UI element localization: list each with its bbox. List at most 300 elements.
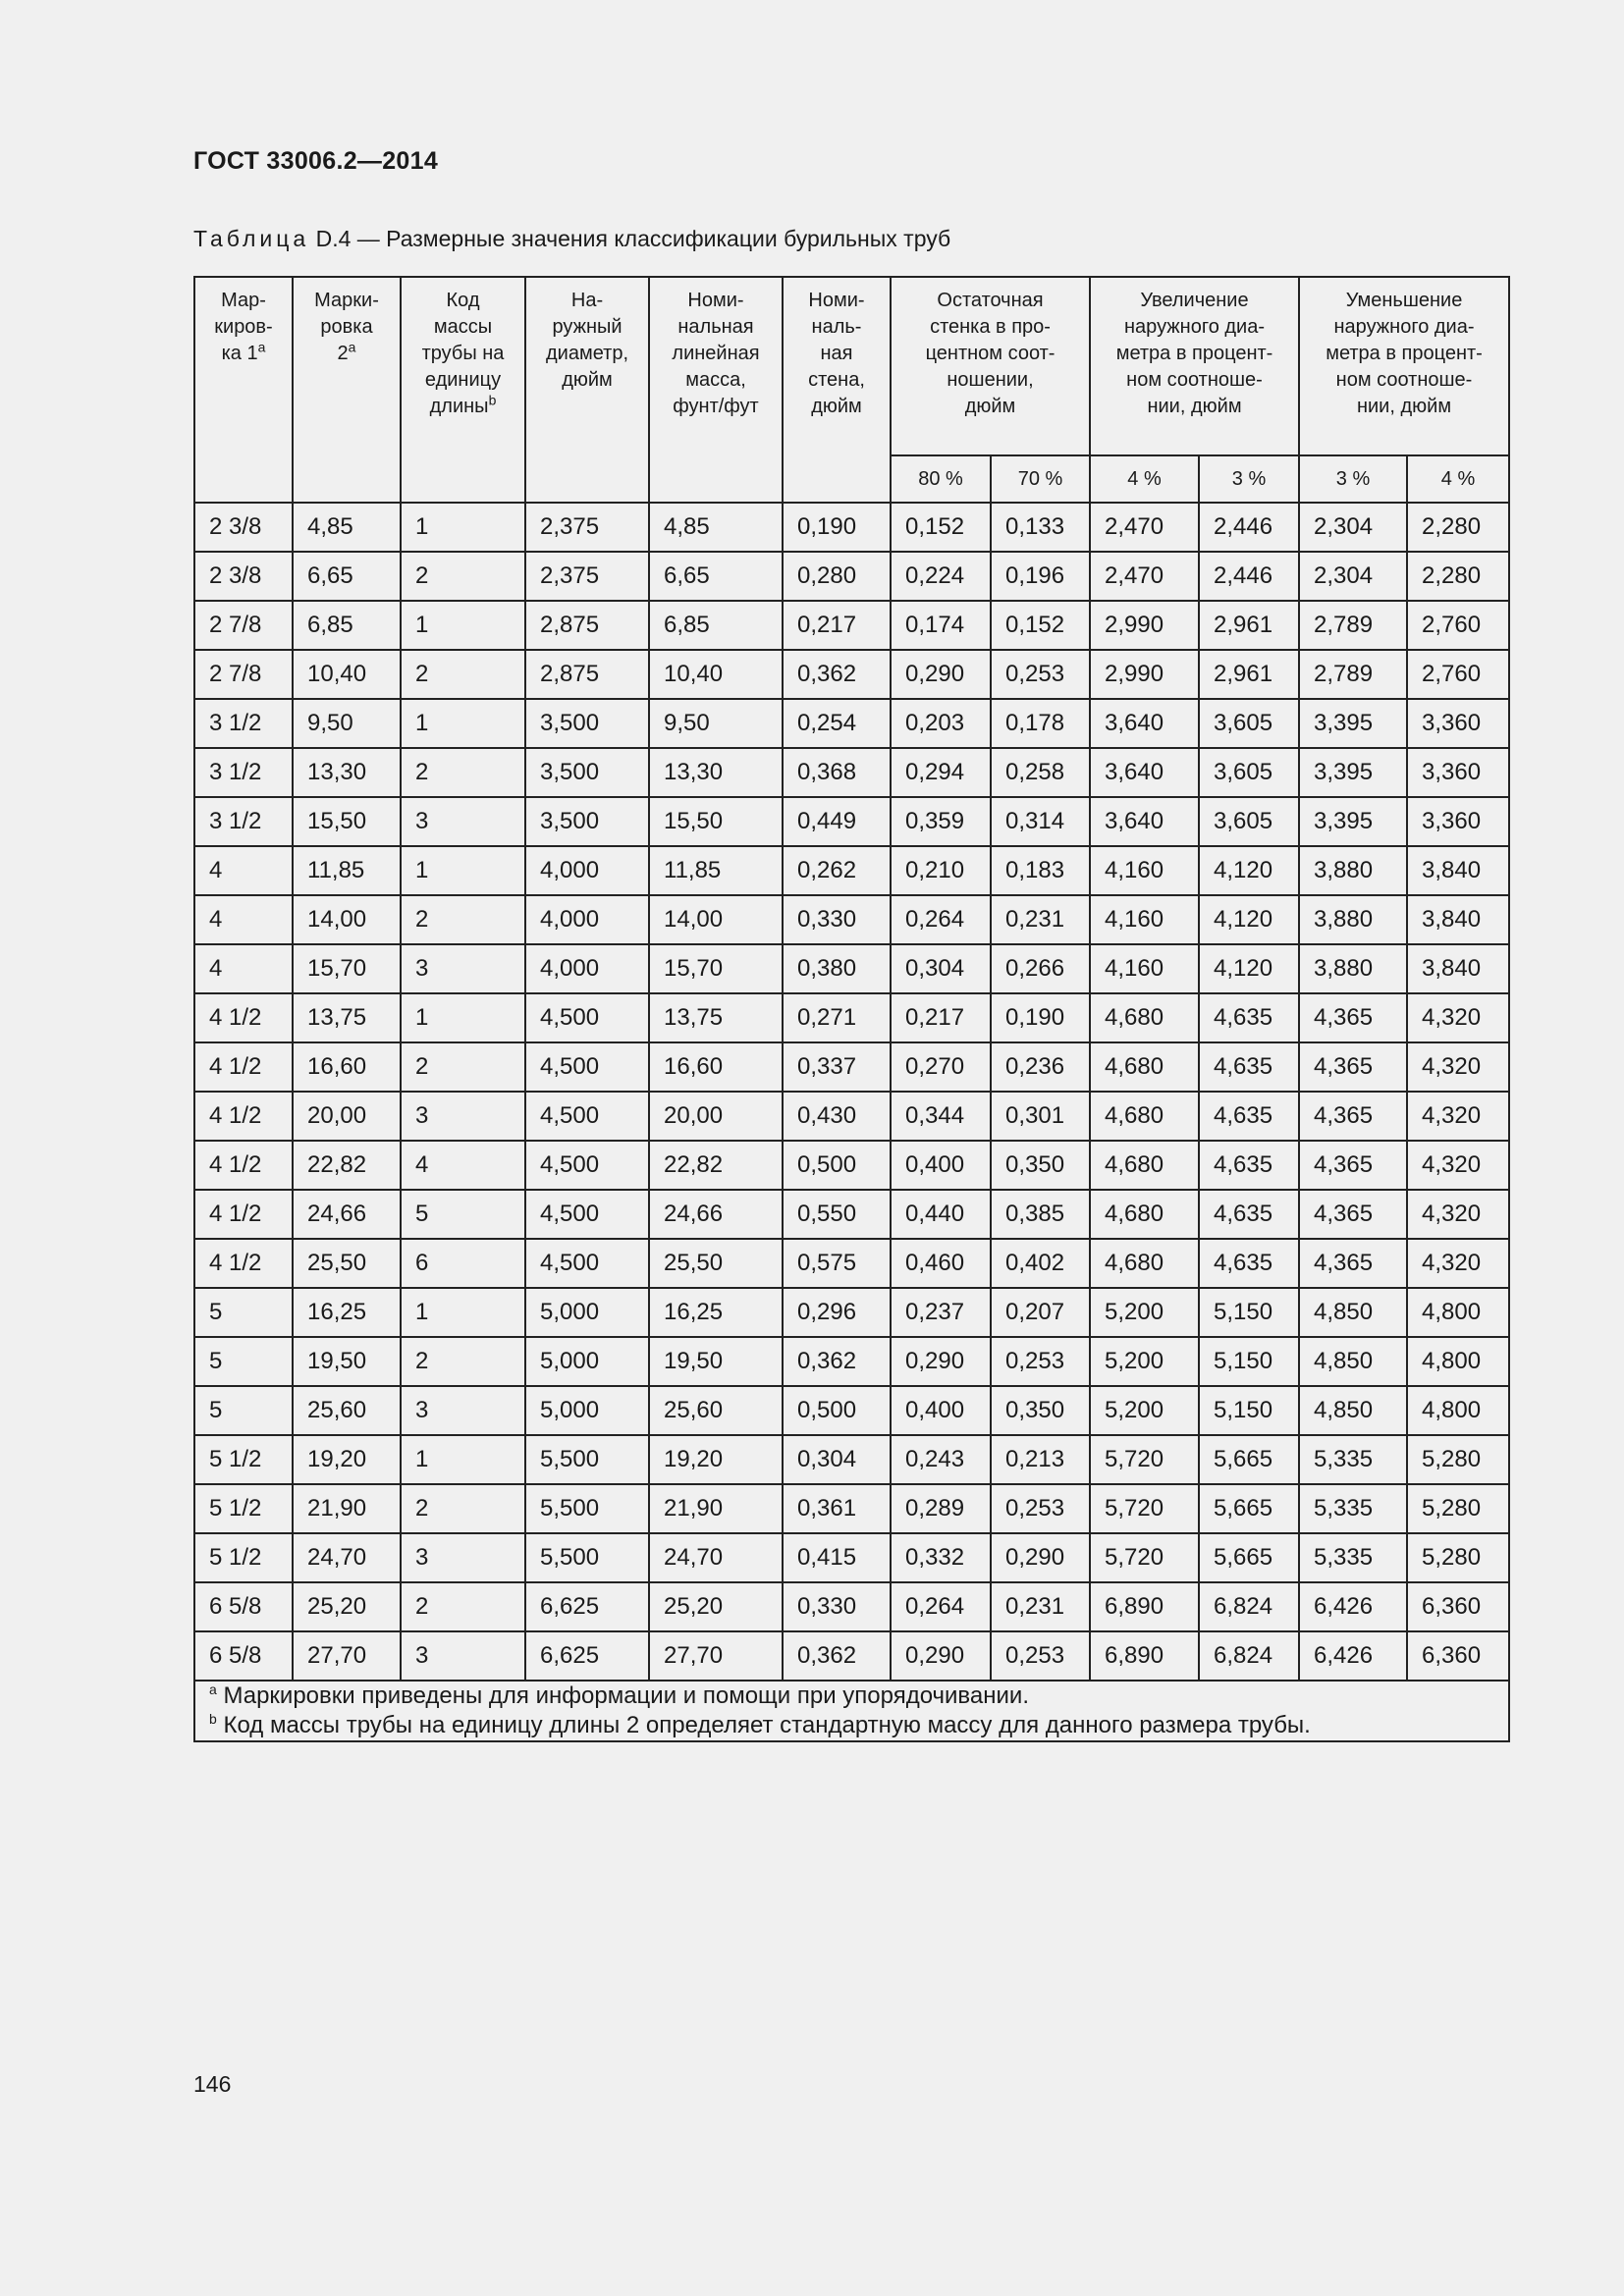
table-cell: 4,85 xyxy=(649,503,783,552)
table-cell: 6,85 xyxy=(293,601,401,650)
table-cell: 16,60 xyxy=(649,1042,783,1092)
table-cell: 3 xyxy=(401,1533,525,1582)
table-cell: 2,280 xyxy=(1407,552,1509,601)
table-cell: 5,280 xyxy=(1407,1484,1509,1533)
table-cell: 4,160 xyxy=(1090,846,1199,895)
footnote-a-ref: a xyxy=(257,339,266,355)
table-cell: 1 xyxy=(401,846,525,895)
table-cell: 16,25 xyxy=(293,1288,401,1337)
table-cell: 5,720 xyxy=(1090,1533,1199,1582)
table-cell: 4,500 xyxy=(525,1190,649,1239)
table-cell: 2,304 xyxy=(1299,552,1407,601)
table-cell: 4,365 xyxy=(1299,1190,1407,1239)
sub-header: 70 % xyxy=(991,455,1090,503)
table-row xyxy=(194,846,1509,895)
table-cell: 20,00 xyxy=(649,1092,783,1141)
table-cell: 5,335 xyxy=(1299,1435,1407,1484)
table-cell: 0,231 xyxy=(991,895,1090,944)
table-cell: 16,25 xyxy=(649,1288,783,1337)
table-cell: 0,296 xyxy=(783,1288,891,1337)
table-row xyxy=(194,1582,1509,1631)
table-cell: 1 xyxy=(401,601,525,650)
table-cell: 5 xyxy=(194,1288,293,1337)
footnote-a-ref: a xyxy=(348,339,356,355)
group-header-remaining-wall: Остаточная стенка в про- центном соот- ношении, дюйм xyxy=(891,277,1090,455)
table-cell: 0,550 xyxy=(783,1190,891,1239)
table-cell: 0,350 xyxy=(991,1141,1090,1190)
table-cell: 0,314 xyxy=(991,797,1090,846)
table-cell: 21,90 xyxy=(649,1484,783,1533)
table-cell: 6,360 xyxy=(1407,1582,1509,1631)
table-cell: 4,800 xyxy=(1407,1288,1509,1337)
table-cell: 4,635 xyxy=(1199,1141,1299,1190)
table-cell: 4,365 xyxy=(1299,1141,1407,1190)
table-cell: 14,00 xyxy=(649,895,783,944)
table-cell: 15,70 xyxy=(649,944,783,993)
table-cell: 3,500 xyxy=(525,797,649,846)
table-cell: 4 xyxy=(194,846,293,895)
table-row xyxy=(194,1631,1509,1681)
table-cell: 2 7/8 xyxy=(194,601,293,650)
table-cell: 0,190 xyxy=(783,503,891,552)
table-cell: 16,60 xyxy=(293,1042,401,1092)
table-cell: 0,304 xyxy=(783,1435,891,1484)
table-cell: 0,271 xyxy=(783,993,891,1042)
table-cell: 4,320 xyxy=(1407,1092,1509,1141)
table-cell: 5,150 xyxy=(1199,1288,1299,1337)
footnote-mark: b xyxy=(209,1711,217,1727)
table-row xyxy=(194,699,1509,748)
table-cell: 25,20 xyxy=(293,1582,401,1631)
table-cell: 4,365 xyxy=(1299,1042,1407,1092)
table-cell: 4,500 xyxy=(525,1239,649,1288)
group-header-od-increase: Увеличение наружного диа- метра в процент- ном соотноше- нии, дюйм xyxy=(1090,277,1299,455)
table-row xyxy=(194,1533,1509,1582)
table-cell: 2 xyxy=(401,650,525,699)
table-cell: 4 1/2 xyxy=(194,1239,293,1288)
table-cell: 24,66 xyxy=(649,1190,783,1239)
table-cell: 5,665 xyxy=(1199,1435,1299,1484)
table-cell: 0,460 xyxy=(891,1239,991,1288)
table-cell: 4,680 xyxy=(1090,1092,1199,1141)
table-cell: 4,365 xyxy=(1299,1239,1407,1288)
table-cell: 0,294 xyxy=(891,748,991,797)
table-cell: 4,500 xyxy=(525,993,649,1042)
table-cell: 3,640 xyxy=(1090,699,1199,748)
table-cell: 0,380 xyxy=(783,944,891,993)
footnote-a xyxy=(209,1682,1508,1711)
sub-header: 80 % xyxy=(891,455,991,503)
table-cell: 0,178 xyxy=(991,699,1090,748)
table-cell: 2,961 xyxy=(1199,601,1299,650)
table-cell: 4,85 xyxy=(293,503,401,552)
table-cell: 4,320 xyxy=(1407,993,1509,1042)
col-header-marking-2 xyxy=(293,277,401,503)
footnote-b xyxy=(209,1711,1508,1740)
table-cell: 5,280 xyxy=(1407,1435,1509,1484)
table-cell: 2,875 xyxy=(525,650,649,699)
table-cell: 2 xyxy=(401,1337,525,1386)
table-cell: 4,320 xyxy=(1407,1239,1509,1288)
table-cell: 0,385 xyxy=(991,1190,1090,1239)
table-cell: 11,85 xyxy=(649,846,783,895)
table-cell: 6,824 xyxy=(1199,1631,1299,1681)
table-cell: 13,30 xyxy=(293,748,401,797)
col-header-marking-1 xyxy=(194,277,293,503)
table-cell: 5,000 xyxy=(525,1386,649,1435)
table-cell: 4 1/2 xyxy=(194,1190,293,1239)
col-header-text: Мар- киров- ка 1 xyxy=(214,290,273,364)
table-cell: 15,50 xyxy=(649,797,783,846)
table-cell: 3,395 xyxy=(1299,748,1407,797)
table-row xyxy=(194,1386,1509,1435)
table-cell: 5,200 xyxy=(1090,1386,1199,1435)
table-cell: 0,174 xyxy=(891,601,991,650)
table-row xyxy=(194,1092,1509,1141)
table-cell: 5,000 xyxy=(525,1337,649,1386)
table-cell: 1 xyxy=(401,699,525,748)
table-cell: 0,243 xyxy=(891,1435,991,1484)
table-cell: 19,20 xyxy=(649,1435,783,1484)
table-row xyxy=(194,944,1509,993)
table-cell: 0,330 xyxy=(783,895,891,944)
table-cell: 1 xyxy=(401,993,525,1042)
table-cell: 3,500 xyxy=(525,699,649,748)
table-cell: 1 xyxy=(401,503,525,552)
table-cell: 0,449 xyxy=(783,797,891,846)
table-cell: 0,253 xyxy=(991,1631,1090,1681)
table-cell: 2,875 xyxy=(525,601,649,650)
table-cell: 5 xyxy=(401,1190,525,1239)
table-caption xyxy=(193,226,950,252)
table-cell: 4,120 xyxy=(1199,846,1299,895)
table-cell: 4 1/2 xyxy=(194,1042,293,1092)
table-cell: 4,365 xyxy=(1299,1092,1407,1141)
table-cell: 0,237 xyxy=(891,1288,991,1337)
table-cell: 5,200 xyxy=(1090,1288,1199,1337)
table-cell: 2 xyxy=(401,895,525,944)
table-cell: 5 1/2 xyxy=(194,1484,293,1533)
table-cell: 14,00 xyxy=(293,895,401,944)
table-cell: 0,332 xyxy=(891,1533,991,1582)
table-cell: 22,82 xyxy=(649,1141,783,1190)
table-cell: 5,280 xyxy=(1407,1533,1509,1582)
col-header-text: Код массы трубы на единицу длины xyxy=(421,290,505,417)
table-cell: 4,000 xyxy=(525,895,649,944)
document-header: ГОСТ 33006.2—2014 xyxy=(193,147,439,175)
table-cell: 6,360 xyxy=(1407,1631,1509,1681)
table-cell: 4,800 xyxy=(1407,1386,1509,1435)
table-cell: 27,70 xyxy=(293,1631,401,1681)
table-row xyxy=(194,503,1509,552)
table-cell: 4 xyxy=(194,895,293,944)
table-cell: 0,368 xyxy=(783,748,891,797)
table-cell: 6,65 xyxy=(293,552,401,601)
table-cell: 0,337 xyxy=(783,1042,891,1092)
table-row xyxy=(194,1435,1509,1484)
table-cell: 25,60 xyxy=(293,1386,401,1435)
table-cell: 2,446 xyxy=(1199,552,1299,601)
table-cell: 0,301 xyxy=(991,1092,1090,1141)
table-cell: 4,000 xyxy=(525,944,649,993)
table-cell: 0,575 xyxy=(783,1239,891,1288)
table-cell: 4,365 xyxy=(1299,993,1407,1042)
table-cell: 2,375 xyxy=(525,503,649,552)
table-cell: 0,262 xyxy=(783,846,891,895)
table-cell: 2 xyxy=(401,1484,525,1533)
table-cell: 4,320 xyxy=(1407,1042,1509,1092)
table-cell: 4 1/2 xyxy=(194,1141,293,1190)
caption-label: Таблица xyxy=(193,226,310,251)
sub-header: 4 % xyxy=(1090,455,1199,503)
table-cell: 0,400 xyxy=(891,1386,991,1435)
table-cell: 4,320 xyxy=(1407,1141,1509,1190)
sub-header: 4 % xyxy=(1407,455,1509,503)
table-cell: 4 1/2 xyxy=(194,993,293,1042)
table-cell: 6 5/8 xyxy=(194,1582,293,1631)
table-cell: 4 xyxy=(401,1141,525,1190)
table-cell: 13,75 xyxy=(293,993,401,1042)
table-cell: 5,500 xyxy=(525,1435,649,1484)
table-cell: 5,665 xyxy=(1199,1533,1299,1582)
table-cell: 0,500 xyxy=(783,1386,891,1435)
table-cell: 25,60 xyxy=(649,1386,783,1435)
table-cell: 0,280 xyxy=(783,552,891,601)
table-cell: 4,635 xyxy=(1199,1190,1299,1239)
table-cell: 0,344 xyxy=(891,1092,991,1141)
table-cell: 0,196 xyxy=(991,552,1090,601)
table-cell: 6,85 xyxy=(649,601,783,650)
table-cell: 0,290 xyxy=(891,1631,991,1681)
col-header-weight-code xyxy=(401,277,525,503)
table-cell: 4,635 xyxy=(1199,1042,1299,1092)
page-number: 146 xyxy=(193,2071,232,2097)
caption-title: — Размерные значения классификации бурильных труб xyxy=(356,226,951,251)
table-cell: 0,253 xyxy=(991,650,1090,699)
table-cell: 4,800 xyxy=(1407,1337,1509,1386)
table-cell: 4,850 xyxy=(1299,1288,1407,1337)
sub-header: 3 % xyxy=(1299,455,1407,503)
table-cell: 0,236 xyxy=(991,1042,1090,1092)
table-cell: 0,231 xyxy=(991,1582,1090,1631)
table-cell: 3,605 xyxy=(1199,797,1299,846)
table-cell: 22,82 xyxy=(293,1141,401,1190)
sub-header: 3 % xyxy=(1199,455,1299,503)
table-cell: 2 xyxy=(401,552,525,601)
table-cell: 4,000 xyxy=(525,846,649,895)
table-cell: 2,470 xyxy=(1090,503,1199,552)
table-cell: 9,50 xyxy=(293,699,401,748)
table-cell: 1 xyxy=(401,1288,525,1337)
table-row xyxy=(194,1141,1509,1190)
table-cell: 0,258 xyxy=(991,748,1090,797)
table-cell: 4,500 xyxy=(525,1092,649,1141)
table-cell: 13,75 xyxy=(649,993,783,1042)
table-cell: 15,70 xyxy=(293,944,401,993)
table-cell: 2,375 xyxy=(525,552,649,601)
table-cell: 0,183 xyxy=(991,846,1090,895)
table-cell: 3 xyxy=(401,1092,525,1141)
table-cell: 2,760 xyxy=(1407,601,1509,650)
table-cell: 3,360 xyxy=(1407,699,1509,748)
table-cell: 19,20 xyxy=(293,1435,401,1484)
table-cell: 0,362 xyxy=(783,1337,891,1386)
table-cell: 2 xyxy=(401,748,525,797)
table-cell: 20,00 xyxy=(293,1092,401,1141)
table-cell: 6,890 xyxy=(1090,1631,1199,1681)
footnote-text: Маркировки приведены для информации и помощи при упорядочивании. xyxy=(216,1682,1029,1709)
table-cell: 0,350 xyxy=(991,1386,1090,1435)
table-cell: 6,824 xyxy=(1199,1582,1299,1631)
table-cell: 10,40 xyxy=(293,650,401,699)
table-row xyxy=(194,1239,1509,1288)
table-cell: 2 7/8 xyxy=(194,650,293,699)
table-cell: 5,150 xyxy=(1199,1337,1299,1386)
table-row xyxy=(194,552,1509,601)
table-cell: 5,150 xyxy=(1199,1386,1299,1435)
table-cell: 0,400 xyxy=(891,1141,991,1190)
table-cell: 19,50 xyxy=(293,1337,401,1386)
table-cell: 2,304 xyxy=(1299,503,1407,552)
table-cell: 0,217 xyxy=(783,601,891,650)
table-cell: 24,70 xyxy=(649,1533,783,1582)
table-cell: 5,200 xyxy=(1090,1337,1199,1386)
table-cell: 21,90 xyxy=(293,1484,401,1533)
table-footnotes xyxy=(194,1681,1509,1741)
table-cell: 2,789 xyxy=(1299,601,1407,650)
table-cell: 2 xyxy=(401,1582,525,1631)
table-cell: 3,395 xyxy=(1299,699,1407,748)
table-cell: 4,850 xyxy=(1299,1386,1407,1435)
col-header-nominal-wall: Номи- наль- ная стена, дюйм xyxy=(783,277,891,503)
footnote-text: Код массы трубы на единицу длины 2 определяет стандартную массу для данного размера трубы. xyxy=(216,1712,1311,1738)
table-cell: 2,280 xyxy=(1407,503,1509,552)
table-cell: 3,880 xyxy=(1299,895,1407,944)
table-cell: 5,000 xyxy=(525,1288,649,1337)
table-cell: 0,133 xyxy=(991,503,1090,552)
table-cell: 11,85 xyxy=(293,846,401,895)
table-cell: 25,50 xyxy=(293,1239,401,1288)
table-cell: 0,304 xyxy=(891,944,991,993)
table-cell: 3,640 xyxy=(1090,748,1199,797)
table-cell: 3,840 xyxy=(1407,895,1509,944)
table-cell: 4,680 xyxy=(1090,1239,1199,1288)
table-cell: 5 1/2 xyxy=(194,1435,293,1484)
table-cell: 5,720 xyxy=(1090,1484,1199,1533)
table-cell: 0,362 xyxy=(783,650,891,699)
table-row xyxy=(194,748,1509,797)
table-cell: 6,426 xyxy=(1299,1582,1407,1631)
table-cell: 0,254 xyxy=(783,699,891,748)
table-cell: 3,360 xyxy=(1407,797,1509,846)
table-cell: 25,20 xyxy=(649,1582,783,1631)
table-cell: 4 xyxy=(194,944,293,993)
table-cell: 4,120 xyxy=(1199,895,1299,944)
table-cell: 4,680 xyxy=(1090,993,1199,1042)
table-cell: 0,203 xyxy=(891,699,991,748)
table-cell: 3,880 xyxy=(1299,846,1407,895)
table-cell: 6,625 xyxy=(525,1582,649,1631)
table-cell: 24,70 xyxy=(293,1533,401,1582)
table-cell: 13,30 xyxy=(649,748,783,797)
table-cell: 3 1/2 xyxy=(194,699,293,748)
table-cell: 0,430 xyxy=(783,1092,891,1141)
table-cell: 0,210 xyxy=(891,846,991,895)
table-cell: 10,40 xyxy=(649,650,783,699)
table-cell: 2,470 xyxy=(1090,552,1199,601)
table-cell: 2 xyxy=(401,1042,525,1092)
table-cell: 3,880 xyxy=(1299,944,1407,993)
footnote-b-ref: b xyxy=(488,392,497,408)
table-cell: 0,362 xyxy=(783,1631,891,1681)
table-cell: 3 xyxy=(401,944,525,993)
table-cell: 0,330 xyxy=(783,1582,891,1631)
table-cell: 2 3/8 xyxy=(194,503,293,552)
table-cell: 6,65 xyxy=(649,552,783,601)
table-cell: 3 xyxy=(401,1386,525,1435)
table-cell: 0,266 xyxy=(991,944,1090,993)
table-cell: 4 1/2 xyxy=(194,1092,293,1141)
table-cell: 0,270 xyxy=(891,1042,991,1092)
table-cell: 0,415 xyxy=(783,1533,891,1582)
table-cell: 2,961 xyxy=(1199,650,1299,699)
table-cell: 6,890 xyxy=(1090,1582,1199,1631)
table-cell: 5,335 xyxy=(1299,1484,1407,1533)
table-cell: 6 5/8 xyxy=(194,1631,293,1681)
table-cell: 24,66 xyxy=(293,1190,401,1239)
table-cell: 3,640 xyxy=(1090,797,1199,846)
table-cell: 5 1/2 xyxy=(194,1533,293,1582)
table-cell: 0,264 xyxy=(891,1582,991,1631)
table-row xyxy=(194,1042,1509,1092)
table-cell: 4,500 xyxy=(525,1141,649,1190)
table-cell: 5,500 xyxy=(525,1533,649,1582)
table-row xyxy=(194,601,1509,650)
table-cell: 5 xyxy=(194,1386,293,1435)
table-cell: 3,605 xyxy=(1199,699,1299,748)
table-cell: 6 xyxy=(401,1239,525,1288)
footnote-mark: a xyxy=(209,1682,217,1697)
table-cell: 5,500 xyxy=(525,1484,649,1533)
col-header-text: Марки- ровка 2 xyxy=(314,290,379,364)
table-cell: 4,120 xyxy=(1199,944,1299,993)
table-cell: 4,635 xyxy=(1199,1092,1299,1141)
table-cell: 3,605 xyxy=(1199,748,1299,797)
table-cell: 3 1/2 xyxy=(194,748,293,797)
table-row xyxy=(194,650,1509,699)
table-cell: 4,680 xyxy=(1090,1042,1199,1092)
table-cell: 1 xyxy=(401,1435,525,1484)
caption-number: D.4 xyxy=(315,226,352,251)
table-cell: 4,850 xyxy=(1299,1337,1407,1386)
table-cell: 0,500 xyxy=(783,1141,891,1190)
table-cell: 5 xyxy=(194,1337,293,1386)
table-cell: 0,217 xyxy=(891,993,991,1042)
table-cell: 3 xyxy=(401,797,525,846)
table-cell: 0,359 xyxy=(891,797,991,846)
table-row xyxy=(194,895,1509,944)
table-cell: 2,990 xyxy=(1090,650,1199,699)
table-cell: 2,789 xyxy=(1299,650,1407,699)
table-cell: 0,361 xyxy=(783,1484,891,1533)
table-cell: 3,840 xyxy=(1407,944,1509,993)
table-cell: 25,50 xyxy=(649,1239,783,1288)
table-cell: 2,990 xyxy=(1090,601,1199,650)
table-cell: 0,440 xyxy=(891,1190,991,1239)
table-cell: 19,50 xyxy=(649,1337,783,1386)
table-cell: 0,152 xyxy=(891,503,991,552)
table-cell: 0,190 xyxy=(991,993,1090,1042)
